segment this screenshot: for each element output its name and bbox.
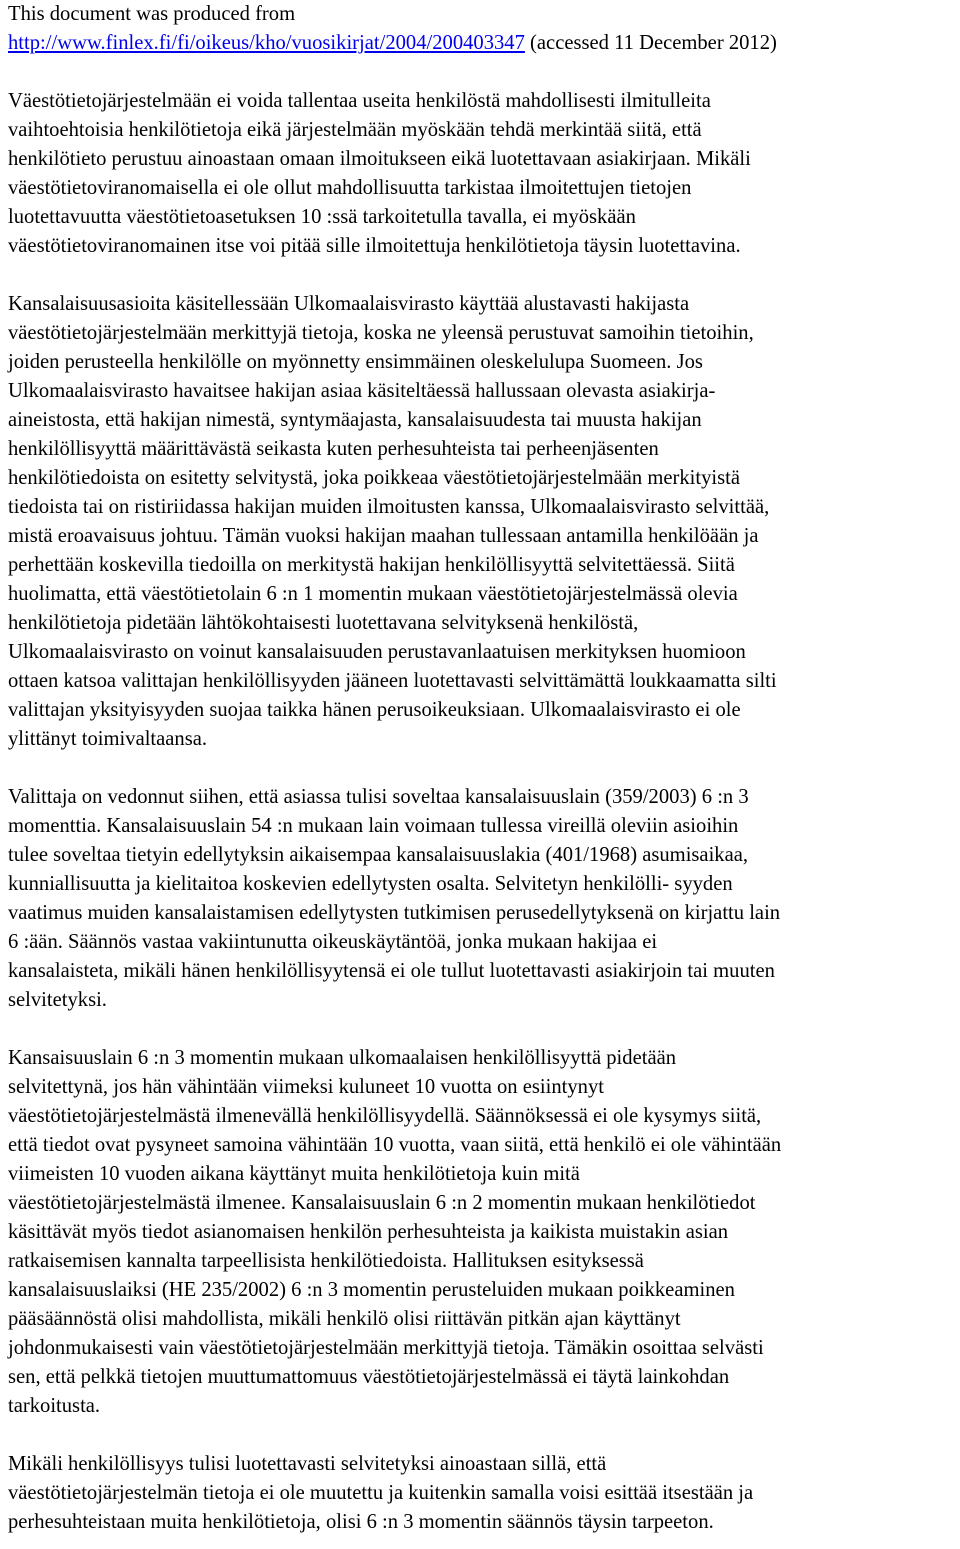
paragraph-line: ratkaisemisen kannalta tarpeellisista henkilötiedoista. Hallituksen esityksessä xyxy=(8,1250,644,1272)
paragraph-line: henkilöllisyyttä määrittävästä seikasta kuten perhesuhteista tai perheenjäsenten xyxy=(8,438,659,460)
paragraph-line: Väestötietojärjestelmään ei voida tallentaa useita henkilöstä mahdollisesti ilmitulleita xyxy=(8,90,711,112)
paragraph-line: sen, että pelkkä tietojen muuttumattomuus väestötietojärjestelmässä ei täytä lainkohdan xyxy=(8,1366,730,1388)
paragraph-line: tiedoista tai on ristiriidassa hakijan muiden ilmoitusten kanssa, Ulkomaalaisvirasto selvittää, xyxy=(8,496,770,518)
paragraph-line: huolimatta, että väestötietolain 6 :n 1 momentin mukaan väestötietojärjestelmässä olevia xyxy=(8,583,738,605)
paragraph-line: selvitetyksi. xyxy=(8,989,107,1011)
paragraph-line: ottaen katsoa valittajan henkilöllisyyden jääneen luotettavasti selvittämättä loukkaamatta silti xyxy=(8,670,777,692)
paragraph-line: henkilötiedoista on esitetty selvitystä, joka poikkeaa väestötietojärjestelmään merkityistä xyxy=(8,467,741,489)
paragraph-line: Kansalaisuusasioita käsitellessään Ulkomaalaisvirasto käyttää alustavasti hakijasta xyxy=(8,293,690,315)
paragraph-line: väestötietojärjestelmästä ilmenee. Kansalaisuuslain 6 :n 2 momentin mukaan henkilötiedot xyxy=(8,1192,756,1214)
paragraph-line: henkilötieto perustuu ainoastaan omaan ilmoitukseen eikä luotettavaan asiakirjaan. Mikäli xyxy=(8,148,751,170)
paragraph-line: että tiedot ovat pysyneet samoina vähintään 10 vuotta, vaan siitä, että henkilö ei ole vähintään xyxy=(8,1134,782,1156)
paragraph-line: tarkoitusta. xyxy=(8,1395,101,1417)
paragraph-5 xyxy=(8,1450,956,1537)
paragraph-line: perhettään koskevilla tiedoilla on merkitystä hakijan henkilöllisyyttä selvitettäessä. Siitä xyxy=(8,554,735,576)
paragraph-line: perhesuhteistaan muita henkilötietoja, olisi 6 :n 3 momentin säännös täysin tarpeeton. xyxy=(8,1511,714,1533)
paragraph-line: mistä eroavaisuus johtuu. Tämän vuoksi hakijan maahan tullessaan antamilla henkilöään ja xyxy=(8,525,759,547)
paragraph-line: aineistosta, että hakijan nimestä, syntymäajasta, kansalaisuudesta tai muusta hakijan xyxy=(8,409,702,431)
paragraph-line: johdonmukaisesti vain väestötietojärjestelmään merkittyjä tietoja. Tämäkin osoittaa selvästi xyxy=(8,1337,764,1359)
accessed-date-text: (accessed 11 December 2012) xyxy=(524,32,777,54)
paragraph-line: henkilötietoja pidetään lähtökohtaisesti luotettavana selvityksenä henkilöstä, xyxy=(8,612,639,634)
paragraph-line: kunniallisuutta ja kielitaitoa koskevien edellytysten osalta. Selvitetyn henkilölli- syyden xyxy=(8,873,733,895)
paragraph-line: 6 :ään. Säännös vastaa vakiintunutta oikeuskäytäntöä, jonka mukaan hakijaa ei xyxy=(8,931,658,953)
paragraph-line: luotettavuutta väestötietoasetuksen 10 :ssä tarkoitetulla tavalla, ei myöskään xyxy=(8,206,636,228)
paragraph-line: pääsäännöstä olisi mahdollista, mikäli henkilö olisi riittävän pitkän ajan käyttänyt xyxy=(8,1308,681,1330)
paragraph-line: käsittävät myös tiedot asianomaisen henkilön perhesuhteista ja kaikista muistakin asian xyxy=(8,1221,729,1243)
paragraph-line: ylittänyt toimivaltaansa. xyxy=(8,728,208,750)
paragraph-line: vaatimus muiden kansalaistamisen edellytysten tutkimisen perusedellytyksenä on kirjattu lain xyxy=(8,902,781,924)
paragraph-line: väestötietoviranomaisella ei ole ollut mahdollisuutta tarkistaa ilmoitettujen tietojen xyxy=(8,177,692,199)
paragraph-line: valittajan yksityisyyden suojaa taikka hänen perusoikeuksiaan. Ulkomaalaisvirasto ei ole xyxy=(8,699,741,721)
paragraph-line: väestötietojärjestelmästä ilmenevällä henkilöllisyydellä. Säännöksessä ei ole kysymys siitä, xyxy=(8,1105,762,1127)
paragraph-line: kansalaisuuslaiksi (HE 235/2002) 6 :n 3 momentin perusteluiden mukaan poikkeaminen xyxy=(8,1279,735,1301)
paragraph-line: vaihtoehtoisia henkilötietoja eikä järjestelmään myöskään tehdä merkintää siitä, että xyxy=(8,119,702,141)
paragraph-line: Ulkomaalaisvirasto on voinut kansalaisuuden perustavanlaatuisen merkityksen huomioon xyxy=(8,641,746,663)
paragraph-1 xyxy=(8,87,956,261)
paragraph-3 xyxy=(8,783,956,1015)
document-page xyxy=(8,0,956,1537)
paragraph-line: viimeisten 10 vuoden aikana käyttänyt muita henkilötietoja kuin mitä xyxy=(8,1163,580,1185)
paragraph-line: tulee soveltaa tietyin edellytyksin aikaisempaa kansalaisuuslakia (401/1968) asumisaikaa, xyxy=(8,844,749,866)
paragraph-line: momenttia. Kansalaisuuslain 54 :n mukaan lain voimaan tullessa vireillä oleviin asioihin xyxy=(8,815,739,837)
paragraph-line: väestötietoviranomainen itse voi pitää sille ilmoitettuja henkilötietoja täysin luotettavina. xyxy=(8,235,741,257)
paragraph-line: Valittaja on vedonnut siihen, että asiassa tulisi soveltaa kansalaisuuslain (359/2003) 6 :n 3 xyxy=(8,786,749,808)
paragraph-line: Kansaisuuslain 6 :n 3 momentin mukaan ulkomaalaisen henkilöllisyyttä pidetään xyxy=(8,1047,677,1069)
paragraph-line: väestötietojärjestelmän tietoja ei ole muutettu ja kuitenkin samalla voisi esittää itsestään ja xyxy=(8,1482,754,1504)
paragraph-line: Mikäli henkilöllisyys tulisi luotettavasti selvitetyksi ainoastaan sillä, että xyxy=(8,1453,607,1475)
source-link[interactable]: http://www.finlex.fi/fi/oikeus/kho/vuosikirjat/2004/200403347 xyxy=(8,32,525,54)
paragraph-line: joiden perusteella henkilölle on myönnetty ensimmäinen oleskelulupa Suomeen. Jos xyxy=(8,351,703,373)
paragraph-line: kansalaisteta, mikäli hänen henkilöllisyytensä ei ole tullut luotettavasti asiakirjoin tai muuten xyxy=(8,960,775,982)
paragraph-2 xyxy=(8,290,956,754)
produced-from-line xyxy=(8,0,956,29)
produced-from-text: This document was produced from xyxy=(8,3,296,25)
paragraph-line: selvitettynä, jos hän vähintään viimeksi kuluneet 10 vuotta on esiintynyt xyxy=(8,1076,604,1098)
paragraph-line: väestötietojärjestelmään merkittyjä tietoja, koska ne yleensä perustuvat samoihin tietoihin, xyxy=(8,322,754,344)
paragraph-4 xyxy=(8,1044,956,1421)
source-line xyxy=(8,29,956,58)
paragraph-line: Ulkomaalaisvirasto havaitsee hakijan asiaa käsiteltäessä hallussaan olevasta asiakirja- xyxy=(8,380,716,402)
